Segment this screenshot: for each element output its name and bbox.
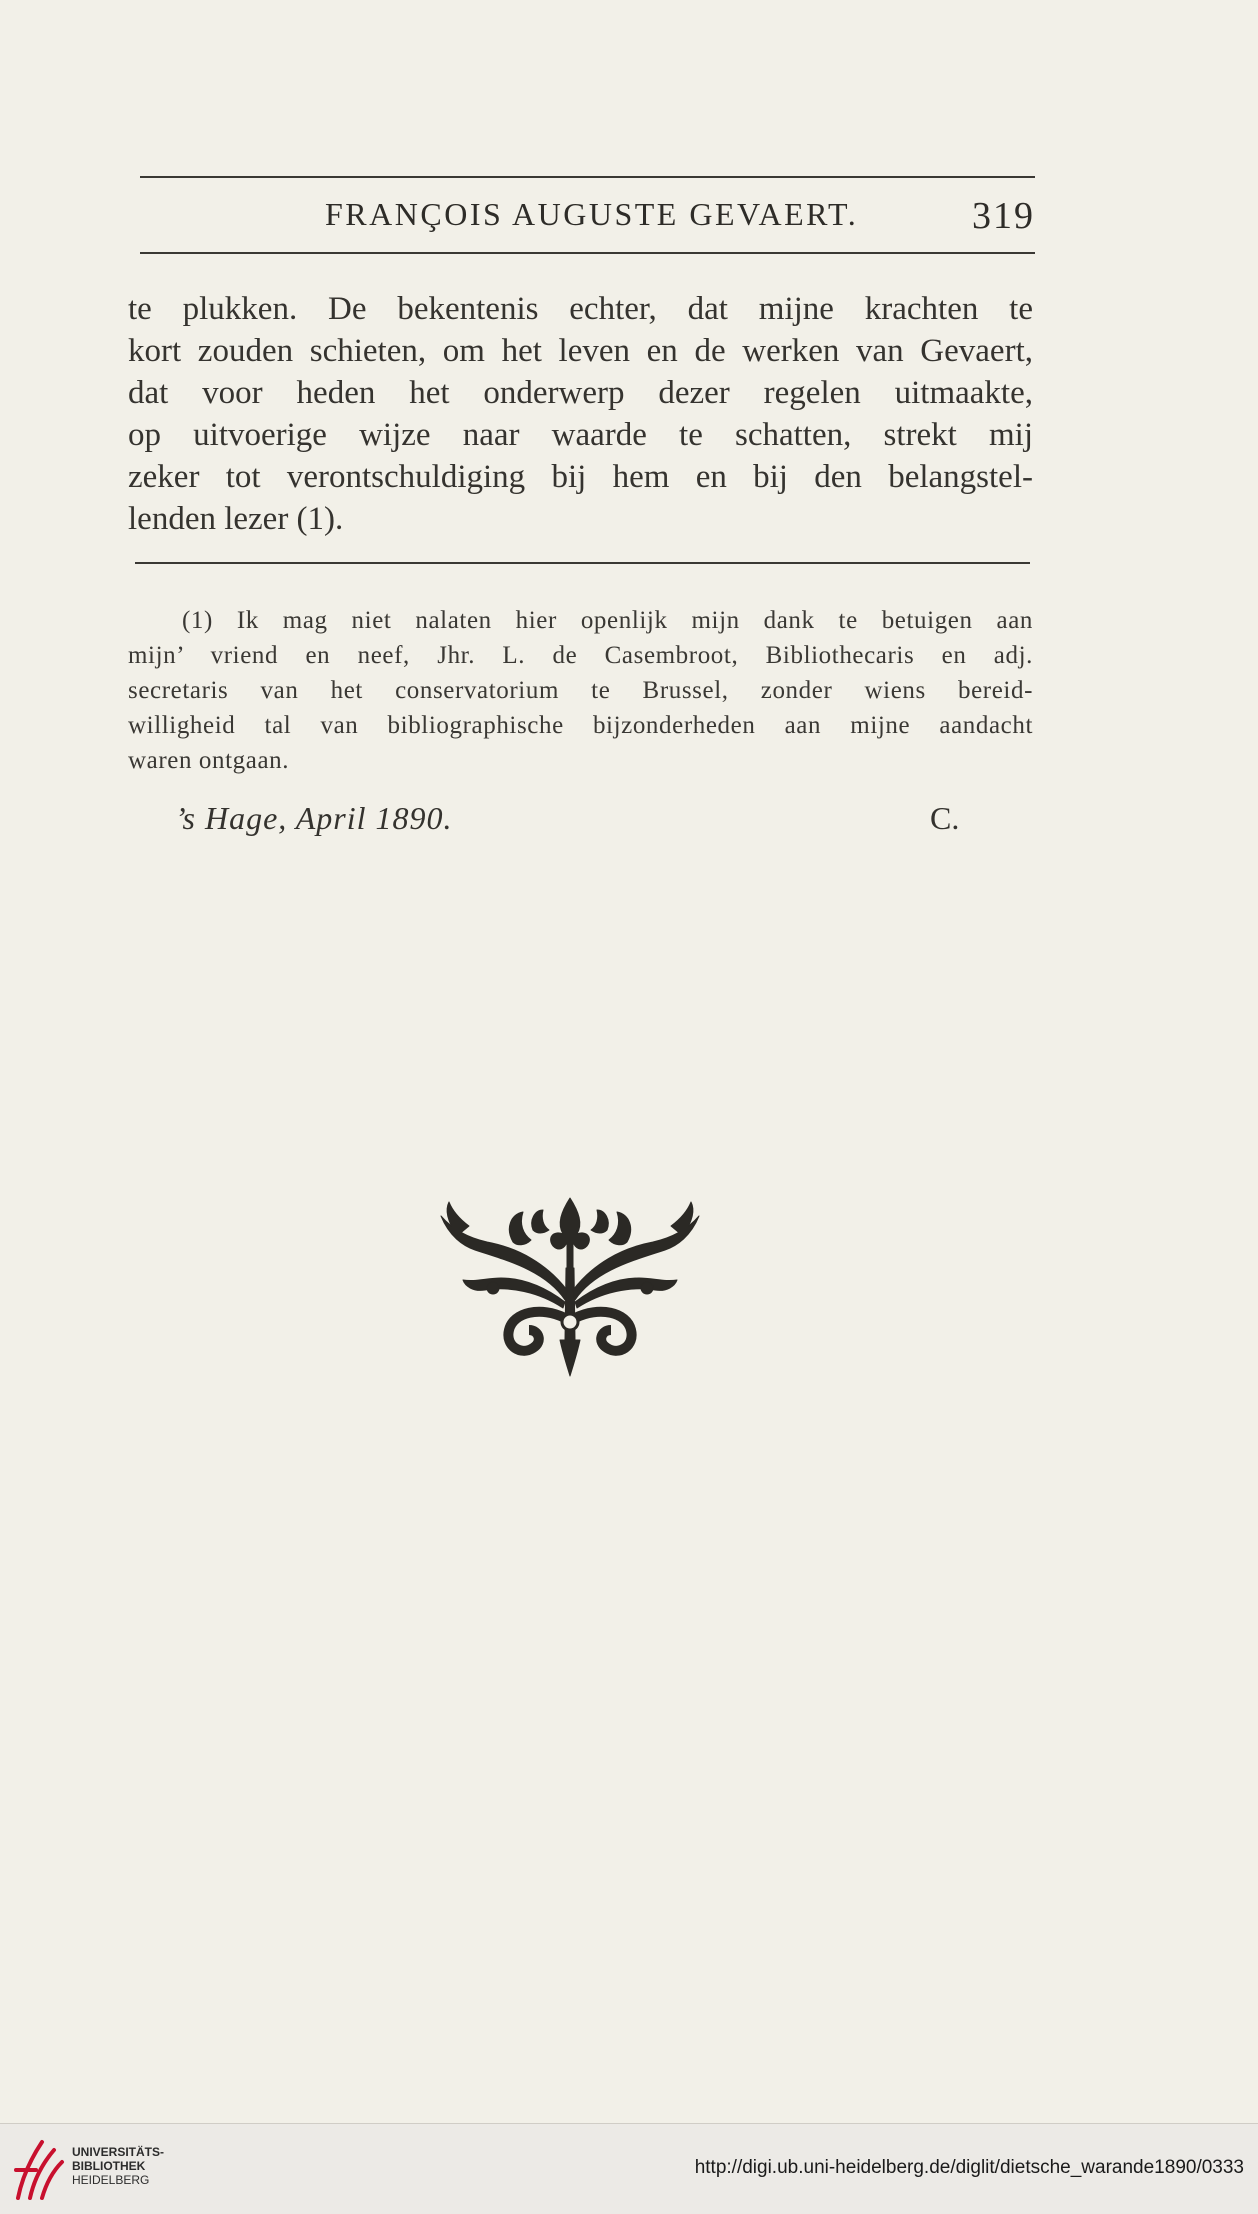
signature-place-date: ’s Hage, April 1890. (175, 800, 453, 836)
body-line: zeker tot verontschuldiging bij hem en bij den belangstel- (128, 459, 1033, 495)
footnote-line: (1) Ik mag niet nalaten hier openlijk mijn dank te betuigen aan (182, 607, 1033, 634)
library-footer-bar (0, 2123, 1258, 2214)
running-title: FRANÇOIS AUGUSTE GEVAERT. (325, 196, 859, 232)
logo-line: UNIVERSITÄTS- (72, 2145, 165, 2159)
page-header (140, 190, 1035, 240)
footnote-line: waren ontgaan. (128, 747, 290, 774)
library-logo-text (72, 2145, 164, 2187)
body-line: op uitvoerige wijze naar waarde te schatten, strekt mij (128, 417, 1033, 453)
fleur-de-lis-vignette-icon (435, 1190, 705, 1380)
body-line: dat voor heden het onderwerp dezer regelen uitmaakte, (128, 375, 1033, 411)
body-line: lenden lezer (1). (128, 501, 344, 537)
page-number: 319 (972, 195, 1035, 237)
footnote (128, 603, 1033, 778)
footnote-line: willigheid tal van bibliographische bijzonderheden aan mijne aandacht (128, 712, 1033, 739)
footnote-line: secretaris van het conservatorium te Brussel, zonder wiens bereid- (128, 677, 1033, 704)
logo-line: BIBLIOTHEK (72, 2159, 146, 2173)
logo-line: HEIDELBERG (72, 2173, 150, 2187)
library-logo-icon (12, 2134, 68, 2204)
footnote-line: mijn’ vriend en neef, Jhr. L. de Casembroot, Bibliothecaris en adj. (128, 642, 1033, 669)
source-url-link[interactable]: http://digi.ub.uni-heidelberg.de/diglit/dietsche_warande1890/0333 (694, 2157, 1244, 2178)
header-bottom-rule (140, 252, 1035, 254)
body-paragraph (128, 288, 1033, 540)
header-top-rule (140, 176, 1035, 178)
footnote-separator (135, 562, 1030, 564)
body-line: kort zouden schieten, om het leven en de werken van Gevaert, (128, 333, 1033, 369)
signature-initial: C. (930, 800, 960, 836)
body-line: te plukken. De bekentenis echter, dat mijne krachten te (128, 291, 1033, 327)
